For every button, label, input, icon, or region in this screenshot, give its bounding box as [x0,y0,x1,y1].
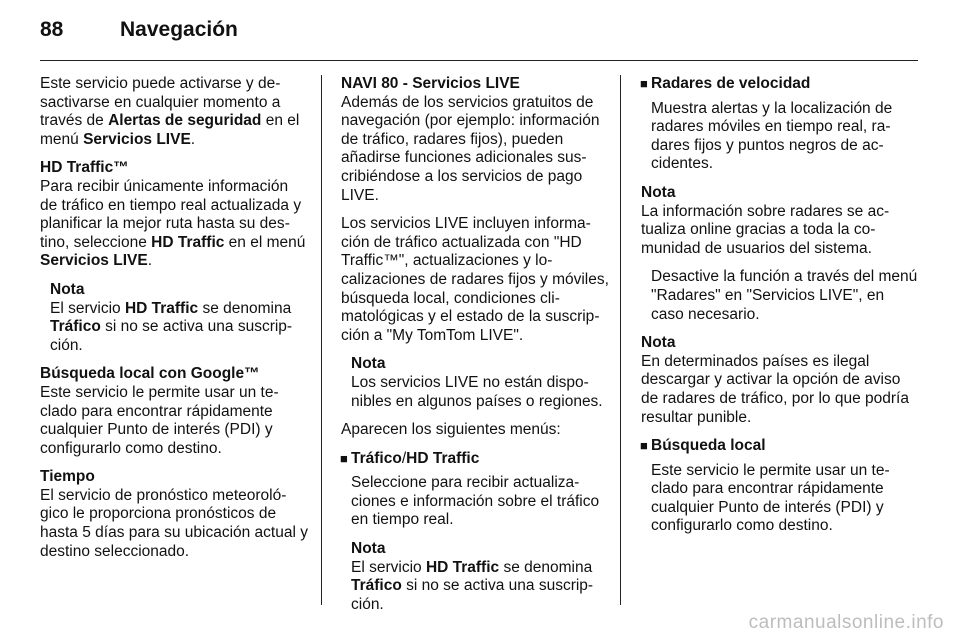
note-box [351,540,611,614]
column-2 [341,75,611,624]
list-item-traffic: ■ Tráfico/HD Traffic [340,449,480,467]
section-text: Para recibir únicamente información de tráfico en tiempo real actualizada y planificar la mejor ruta hasta su destino, seleccione HD Traffic en el menú Servicios LIVE. [40,177,306,270]
note-box [351,355,611,411]
list-item-text: Muestra alertas y la localización de radares móviles en tiempo real, radares fijos y puntos negros de accidentes. [651,99,893,173]
note-box [641,184,921,258]
menus-intro: Aparecen los siguientes menús: [341,421,561,439]
menu-reference: Servicios LIVE [83,130,191,148]
list-item-text: Este servicio le permite usar un teclado para encontrar rápidamente cualquier Punto de interés (PDI) y configurarlo como destino. [651,461,890,535]
note-text: Los servicios LIVE no están disponibles en algunos países o regiones. [351,373,603,410]
note-text: En determinados países es ilegal descargar y activar la opción de aviso de radares de tráfico, por lo que podría resultar punible. [641,352,909,426]
bullet-icon: ■ [640,438,648,454]
section-text: Este servicio le permite usar un teclado para encontrar rápidamente cualquier Punto de interés (PDI) y configurarlo como destino. [40,383,279,457]
column-divider-2 [620,75,621,605]
note-box [641,334,921,427]
live-includes-paragraph: Los servicios LIVE incluyen información de tráfico actualizada con "HD Traffic™", actualizaciones y localizaciones de radares fijos y móviles, búsqueda local, condiciones climatológicas y el estado de la suscripción a "My TomTom LIVE". [341,215,609,344]
note-heading: Nota [351,540,386,558]
header-divider [40,60,918,61]
section-text: El servicio de pronóstico meteorológico le proporciona pronósticos de hasta 5 días para su ubicación actual y destino seleccionado. [40,486,308,560]
menu-reference: Alertas de seguridad [108,112,262,130]
note-text: El servicio HD Traffic se denomina Tráfico si no se activa una suscripción. [351,558,594,613]
chapter-title: Navegación [120,18,238,41]
section-heading: Búsqueda local con Google™ [40,365,260,383]
deactivate-paragraph: Desactive la función a través del menú "Radares" en "Servicios LIVE", en caso necesario. [651,268,918,323]
section-heading: NAVI 80 - Servicios LIVE [341,75,520,92]
note-text: La información sobre radares se actualiza online gracias a toda la comunidad de usuarios del sistema. [641,202,890,257]
list-item-speedcams: ■ Radares de velocidad [640,75,811,92]
list-item-text: Seleccione para recibir actualizaciones e información sobre el tráfico en tiempo real. [351,474,600,529]
local-search-section [40,365,308,458]
column-divider-1 [321,75,322,605]
column-3 [641,75,921,546]
column-1 [40,75,308,571]
watermark-logo: carmanualsonline.info [748,612,944,633]
list-item-local-search: ■ Búsqueda local [640,437,766,455]
hd-traffic-section [40,159,308,271]
note-heading: Nota [641,183,676,201]
bullet-icon: ■ [640,76,648,91]
note-heading: Nota [351,355,386,373]
section-heading: Tiempo [40,468,95,486]
page-number: 88 [40,18,64,41]
section-heading: HD Traffic™ [40,159,129,177]
section-text: Además de los servicios gratuitos de navegación (por ejemplo: información de tráfico, radares fijos), pueden añadirse funciones adicionales suscribiéndose a los servicios de pago LIVE. [341,93,600,204]
navi-live-section [341,75,611,205]
intro-paragraph: Este servicio puede activarse y desactivarse en cualquier momento a través de Alertas de seguridad en el menú Servicios LIVE. [40,75,300,148]
note-heading: Nota [50,280,85,298]
weather-section [40,468,308,561]
note-box [50,281,308,355]
note-heading: Nota [641,334,676,352]
note-text: El servicio HD Traffic se denomina Tráfico si no se activa una suscripción. [50,299,293,354]
bullet-icon: ■ [340,450,348,466]
